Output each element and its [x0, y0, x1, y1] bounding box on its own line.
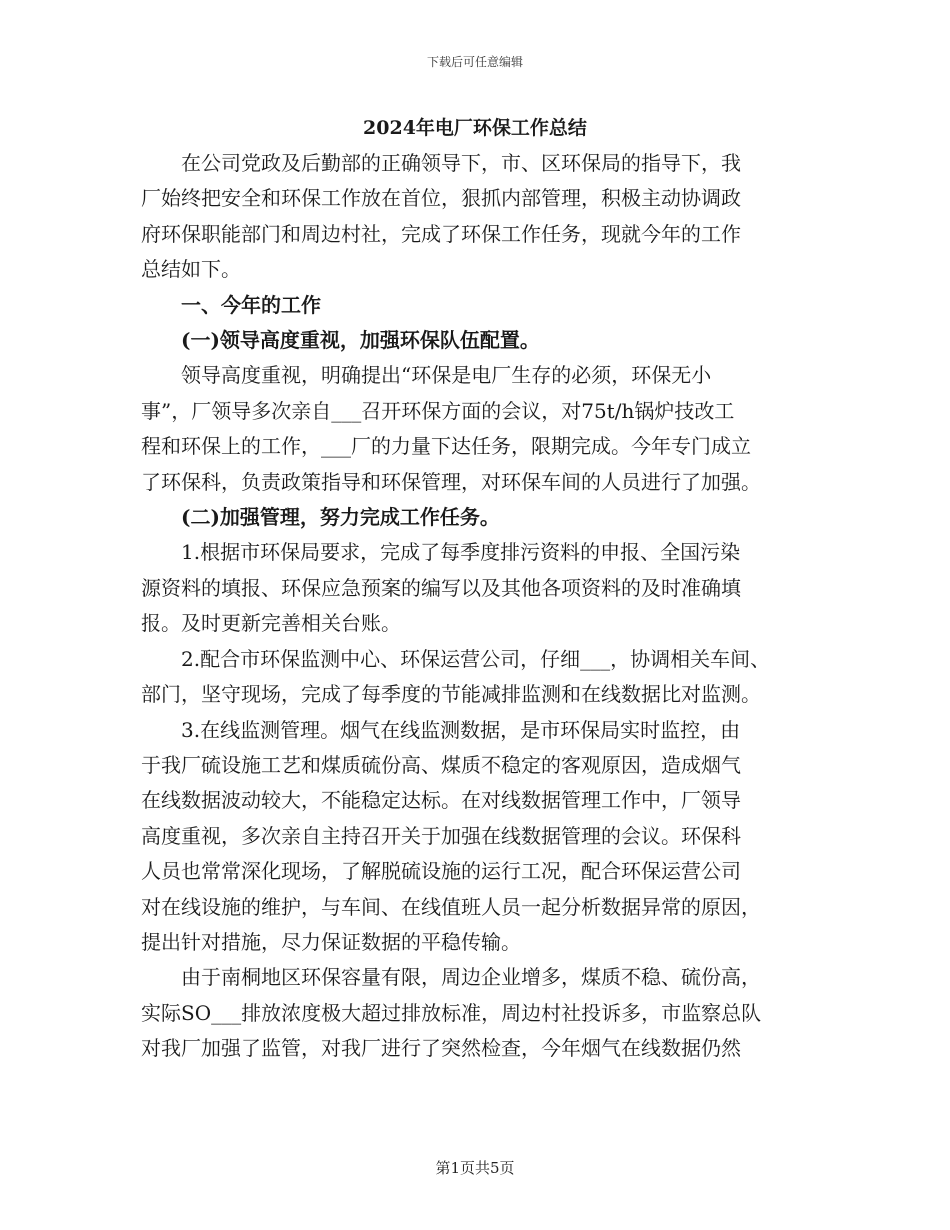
page-number: 第1页共5页 — [435, 1159, 515, 1177]
list-item-reporting: 1.根据市环保局要求，完成了每季度排污资料的申报、全国污染 源资料的填报、环保应急预案的编写以及其他各项资料的及时准确填 报。及时更新完善相关台账。 — [141, 540, 741, 636]
page-header-note: 下载后可任意编辑 — [426, 55, 523, 69]
document-title: 2024年电厂环保工作总结 — [363, 117, 587, 139]
subsection-heading-leadership: (一)领导高度重视，加强环保队伍配置。 — [181, 328, 540, 353]
list-item-monitoring: 2.配合市环保监测中心、环保运营公司，仔细___，协调相关车间、 部门，坚守现场，完成了每季度的节能减排监测和在线数据比对监测。 — [141, 646, 771, 707]
subsection-heading-management: (二)加强管理，努力完成工作任务。 — [181, 505, 500, 530]
list-item-online-monitoring: 3.在线监测管理。烟气在线监测数据，是市环保局实时监控，由 于我厂硫设施工艺和煤质硫份高、煤质不稳定的客观原因，造成烟气 在线数据波动较大，不能稳定达标。在对线数据管理工作中，厂领导 高度重视，多次亲自主持召开关于加强在线数据管理的会议。环保科 人员也常常深化现场，了解脱硫设施的运行工况，配合环保运营公司 对在线设施的维护，与车间、在线值班人员一起分析数据异常的原因， 提出针对措施，尽力保证数据的平稳传输。 — [141, 717, 761, 954]
document-body — [141, 146, 813, 1067]
section-heading-work: 一、今年的工作 — [181, 292, 321, 317]
leadership-paragraph: 领导高度重视，明确提出“环保是电厂生存的必须，环保无小 事”，厂领导多次亲自___召开环保方面的会议，对75t/h锅炉技改工 程和环保上的工作，___厂的力量下达任务，限期完成。今年专门成立 了环保科，负责政策指导和环保管理，对环保车间的人员进行了加强。 — [141, 363, 761, 494]
closing-paragraph: 由于南桐地区环保容量有限，周边企业增多，煤质不稳、硫份高， 实际SO___排放浓度极大超过排放标准，周边村社投诉多，市监察总队 对我厂加强了监管，对我厂进行了突然检查，今年烟气在线数据仍然 — [141, 965, 762, 1061]
intro-paragraph: 在公司党政及后勤部的正确领导下，市、区环保局的指导下，我 厂始终把安全和环保工作放在首位，狠抓内部管理，积极主动协调政 府环保职能部门和周边村社，完成了环保工作任务，现就今年的工作 总结如下。 — [141, 151, 741, 282]
